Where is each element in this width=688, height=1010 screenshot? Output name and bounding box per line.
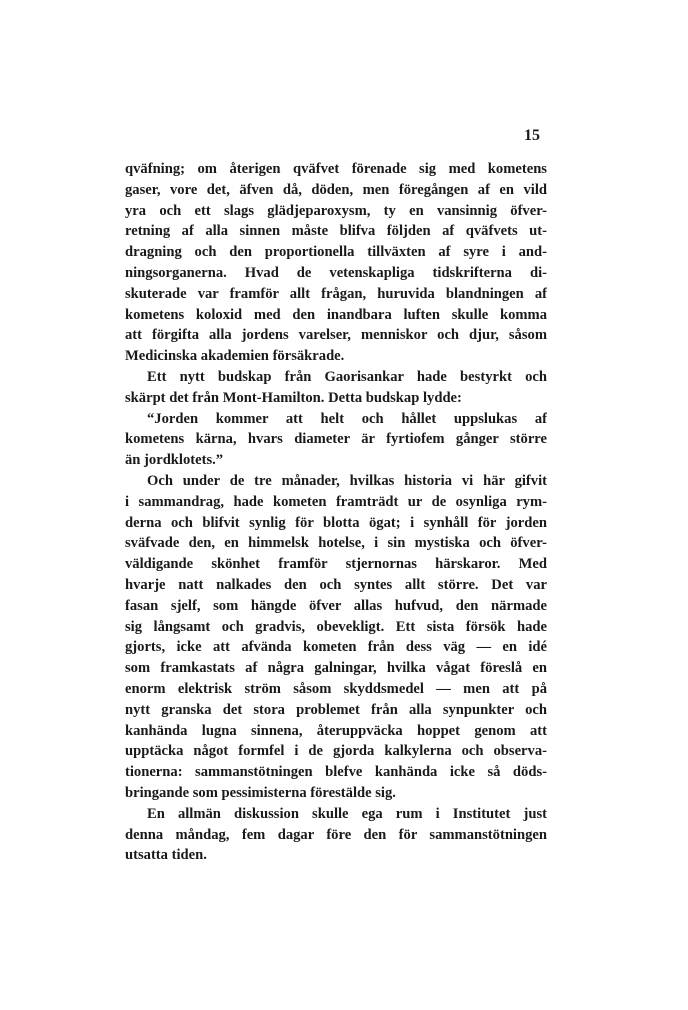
text-line: dragning och den proportionella tillväxten af syre i and- (125, 244, 547, 261)
text-line: kometens koloxid med den inandbara luften skulle komma (125, 306, 547, 323)
text-line: ningsorganerna. Hvad de vetenskapliga tidskrifterna di- (125, 264, 547, 281)
text-line: utsatta tiden. (125, 847, 207, 864)
text-line: bringande som pessimisterna förestälde sig. (125, 784, 396, 801)
text-line: derna och blifvit synlig för blotta ögat; i synhåll för jorden (125, 514, 547, 531)
text-line: sig långsamt och gradvis, obevekligt. Ett sista försök hade (125, 618, 547, 635)
text-line: Medicinska akademien försäkrade. (125, 348, 345, 365)
text-line: yra och ett slags glädjeparoxysm, ty en vansinnig öfver- (125, 202, 547, 219)
text-line: “Jorden kommer att helt och hållet uppslukas af (147, 410, 547, 427)
text-line: En allmän diskussion skulle ega rum i Institutet just (147, 805, 547, 822)
text-line: kanhända lugna sinnena, återuppväcka hoppet genom att (125, 722, 547, 739)
text-line: sväfvade den, en himmelsk hotelse, i sin mystiska och öfver- (125, 535, 547, 552)
text-line: skärpt det från Mont-Hamilton. Detta budskap lydde: (125, 389, 462, 406)
text-line: gjorts, icke att afvända kometen från dess väg — en idé (125, 639, 547, 656)
text-line: som framkastats af några galningar, hvilka vågat föreslå en (125, 660, 547, 677)
text-line: i sammandrag, hade kometen framträdt ur de osynliga rym- (125, 493, 547, 510)
text-line: retning af alla sinnen måste blifva följden af qväfvets ut- (125, 223, 547, 240)
body-text (125, 159, 547, 866)
text-line: att förgifta alla jordens varelser, menniskor och djur, såsom (125, 327, 547, 344)
text-line: hvarje natt nalkades den och syntes allt större. Det var (125, 576, 547, 593)
text-line: skuterade var framför allt frågan, huruvida blandningen af (125, 285, 547, 302)
text-line: upptäcka något formfel i de gjorda kalkylerna och observa- (125, 743, 547, 760)
text-line: qväfning; om återigen qväfvet förenade sig med kometens (125, 161, 547, 177)
text-line: tionerna: sammanstötningen blefve kanhända icke så döds- (125, 764, 547, 781)
text-line: enorm elektrisk ström såsom skyddsmedel — men att på (125, 680, 547, 697)
text-line: denna måndag, fem dagar före den för sammanstötningen (125, 826, 547, 843)
text-line: Ett nytt budskap från Gaorisankar hade bestyrkt och (147, 368, 547, 385)
text-line: väldigande skönhet framför stjernornas härskaror. Med (125, 556, 547, 573)
page-number: 15 (524, 127, 540, 144)
text-line: gaser, vore det, äfven då, döden, men föregången af en vild (125, 181, 547, 198)
text-line: kometens kärna, hvars diameter är fyrtiofem gånger större (125, 431, 547, 448)
text-line: än jordklotets.” (125, 452, 224, 469)
text-line: Och under de tre månader, hvilkas historia vi här gifvit (147, 472, 547, 489)
text-line: nytt granska det stora problemet från alla synpunkter och (125, 701, 547, 718)
text-line: fasan sjelf, som hängde öfver allas hufvud, den närmade (125, 597, 547, 614)
